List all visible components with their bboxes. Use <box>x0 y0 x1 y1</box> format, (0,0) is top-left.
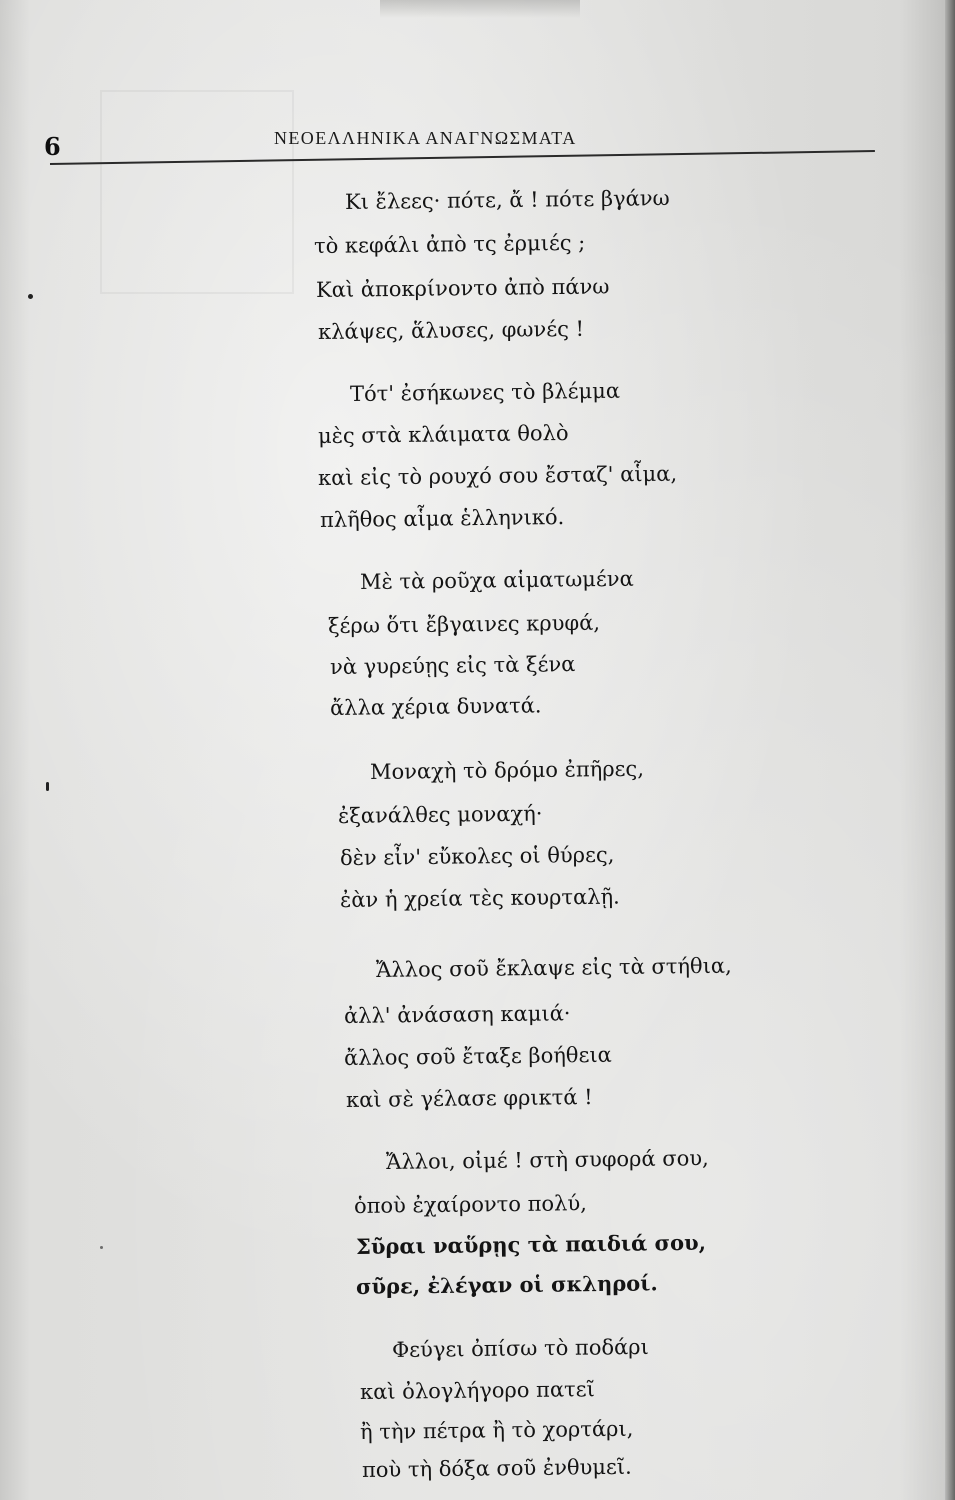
poem-line: Ἄλλοι, οἰμέ ! στὴ συφορά σου, <box>385 1146 709 1174</box>
paper-speck <box>100 1246 103 1249</box>
poem-line: ἄλλος σοῦ ἔταξε βοήθεια <box>343 1042 612 1070</box>
poem-line: Μοναχὴ τὸ δρόμο ἐπῆρες, <box>369 756 645 784</box>
poem-line: μὲς στὰ κλάιματα θολὸ <box>317 420 569 448</box>
poem-line: ξέρω ὅτι ἔβγαινες κρυφά, <box>327 610 601 638</box>
poem-line: πλῆθος αἷμα ἑλληνικό. <box>319 505 565 532</box>
poem-line: καὶ σὲ γέλασε φρικτά ! <box>345 1084 593 1112</box>
poem-line: ποὺ τὴ δόξα σοῦ ἐνθυμεῖ. <box>361 1454 632 1482</box>
poem-line: καὶ εἰς τὸ ρουχό σου ἔσταζ' αἷμα, <box>317 461 678 490</box>
poem-line: Σῦραι ναὕρῃς τὰ παιδιά σου, <box>355 1229 707 1259</box>
poem-line: σῦρε, ἐλέγαν οἱ σκληροί. <box>355 1270 658 1299</box>
poem-line: Καὶ ἀποκρίνοντο ἀπὸ πάνω <box>315 274 610 302</box>
poem-line: Ἄλλος σοῦ ἔκλαψε εἰς τὰ στήθια, <box>375 953 732 982</box>
poem-line: Φεύγει ὀπίσω τὸ ποδάρι <box>391 1334 649 1362</box>
poem-line: Κι ἔλεες· πότε, ἄ ! πότε βγάνω <box>344 186 670 214</box>
poem-line: ἐξανάλθες μοναχή· <box>337 801 543 828</box>
poem-line: ἄλλα χέρια δυνατά. <box>329 693 542 720</box>
poem-line: καὶ ὀλογλήγορο πατεῖ <box>359 1377 595 1404</box>
poem-line: δὲν εἶν' εὔκολες οἱ θύρες, <box>339 842 615 870</box>
poem-line: κλάψες, ἅλυσες, φωνές ! <box>317 316 585 344</box>
poem-line: Τότ' ἐσήκωνες τὸ βλέμμα <box>349 378 621 406</box>
poem-line: τὸ κεφάλι ἀπὸ τς ἐρμιές ; <box>313 230 586 258</box>
running-head: ΝΕΟΕΛΛΗΝΙΚΑ ΑΝΑΓΝΩΣΜΑΤΑ <box>274 128 577 148</box>
poem-line: ἀλλ' ἀνάσαση καμιά· <box>343 1001 571 1028</box>
page-number: 6 <box>44 132 61 161</box>
poem-line: νὰ γυρεύῃς εἰς τὰ ξένα <box>329 652 576 679</box>
poem-line: Μὲ τὰ ροῦχα αἱματωμένα <box>359 566 634 594</box>
poem-line: ὁποὺ ἐχαίροντο πολύ, <box>353 1191 587 1218</box>
paper-speck <box>46 782 49 791</box>
poem-line: ἐὰν ἡ χρεία τὲς κουρταλῇ. <box>339 884 620 912</box>
poem-line: ἢ τὴν πέτρα ἢ τὸ χορτάρι, <box>359 1416 634 1444</box>
paper-speck <box>28 294 33 299</box>
